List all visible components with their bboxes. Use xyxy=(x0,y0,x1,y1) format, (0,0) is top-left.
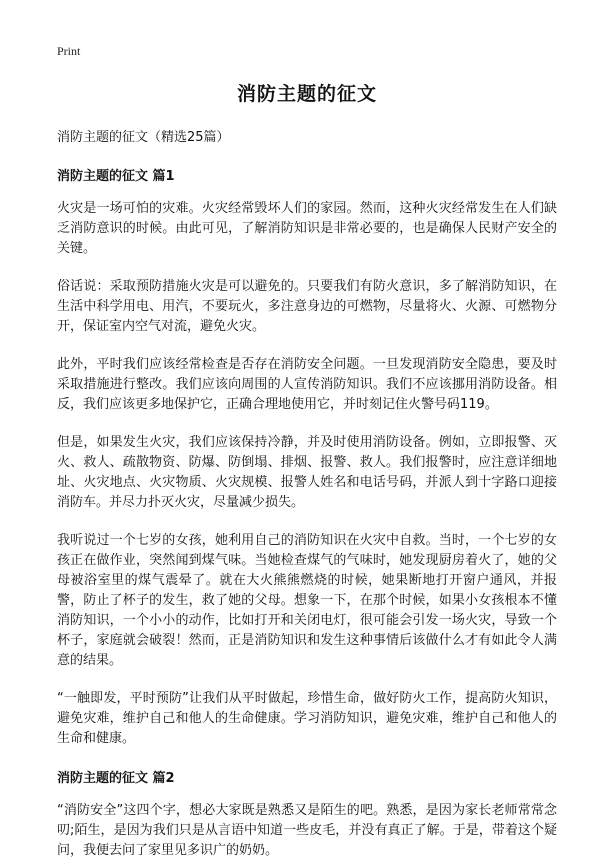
document-title: 消防主题的征文 xyxy=(236,83,377,105)
section-heading: 消防主题的征文 篇2 xyxy=(57,771,175,786)
print-label[interactable]: Print xyxy=(57,44,81,58)
document-subtitle: 消防主题的征文（精选25篇） xyxy=(57,130,230,145)
paragraph: “消防安全”这四个字，想必大家既是熟悉又是陌生的吧。熟悉，是因为家长老师常常念叨;陌生，是因为我们只是从言语中知道一些皮毛，并没有真正了解。于是，带着这个疑问，我便去问了家里见多识广的奶奶。 xyxy=(57,803,557,858)
paragraph: 火灾是一场可怕的灾难。火灾经常毁坏人们的家园。然而，这种火灾经常发生在人们缺乏消防意识的时候。由此可见，了解消防知识是非常必要的，也是确保人民财产安全的关键。 xyxy=(57,201,557,256)
paragraph: 俗话说：采取预防措施火灾是可以避免的。只要我们有防火意识，多了解消防知识，在生活中科学用电、用汽，不要玩火，多注意身边的可燃物，尽量将火、火源、可燃物分开，保证室内空气对流，避免火灾。 xyxy=(57,279,557,334)
paragraph: “一触即发，平时预防”让我们从平时做起，珍惜生命，做好防火工作，提高防火知识，避免灾难，维护自己和他人的生命健康。学习消防知识，避免灾难，维护自己和他人的生命和健康。 xyxy=(57,691,557,746)
paragraph: 此外，平时我们应该经常检查是否存在消防安全问题。一旦发现消防安全隐患，要及时采取措施进行整改。我们应该向周围的人宣传消防知识。我们不应该挪用消防设备。相反，我们应该更多地保护它，正确合理地使用它，并时刻记住火警号码119。 xyxy=(57,357,557,412)
paragraph: 但是，如果发生火灾，我们应该保持冷静，并及时使用消防设备。例如，立即报警、灭火、救人、疏散物资、防爆、防倒塌、排烟、报警、救人。我们报警时，应注意详细地址、火灾地点、火灾物质、火灾规模、报警人姓名和电话号码，并派人到十字路口迎接消防车。并尽力扑灭火灾，尽量减少损失。 xyxy=(57,435,557,510)
paragraph: 我听说过一个七岁的女孩，她利用自己的消防知识在火灾中自救。当时，一个七岁的女孩正在做作业，突然闻到煤气味。当她检查煤气的气味时，她发现厨房着火了，她的父母被浴室里的煤气震晕了。就在大火熊熊燃烧的时候，她果断地打开窗户通风，并报警，防止了杯子的发生，救了她的父母。想象一下，在那个时候，如果小女孩根本不懂消防知识，一个小小的动作，比如打开和关闭电灯，很可能会引发一场火灾，导致一个杯子，家庭就会破裂！然而，正是消防知识和发生这种事情后该做什么才有如此令人满意的结果。 xyxy=(57,533,557,668)
section-heading: 消防主题的征文 篇1 xyxy=(57,169,175,184)
